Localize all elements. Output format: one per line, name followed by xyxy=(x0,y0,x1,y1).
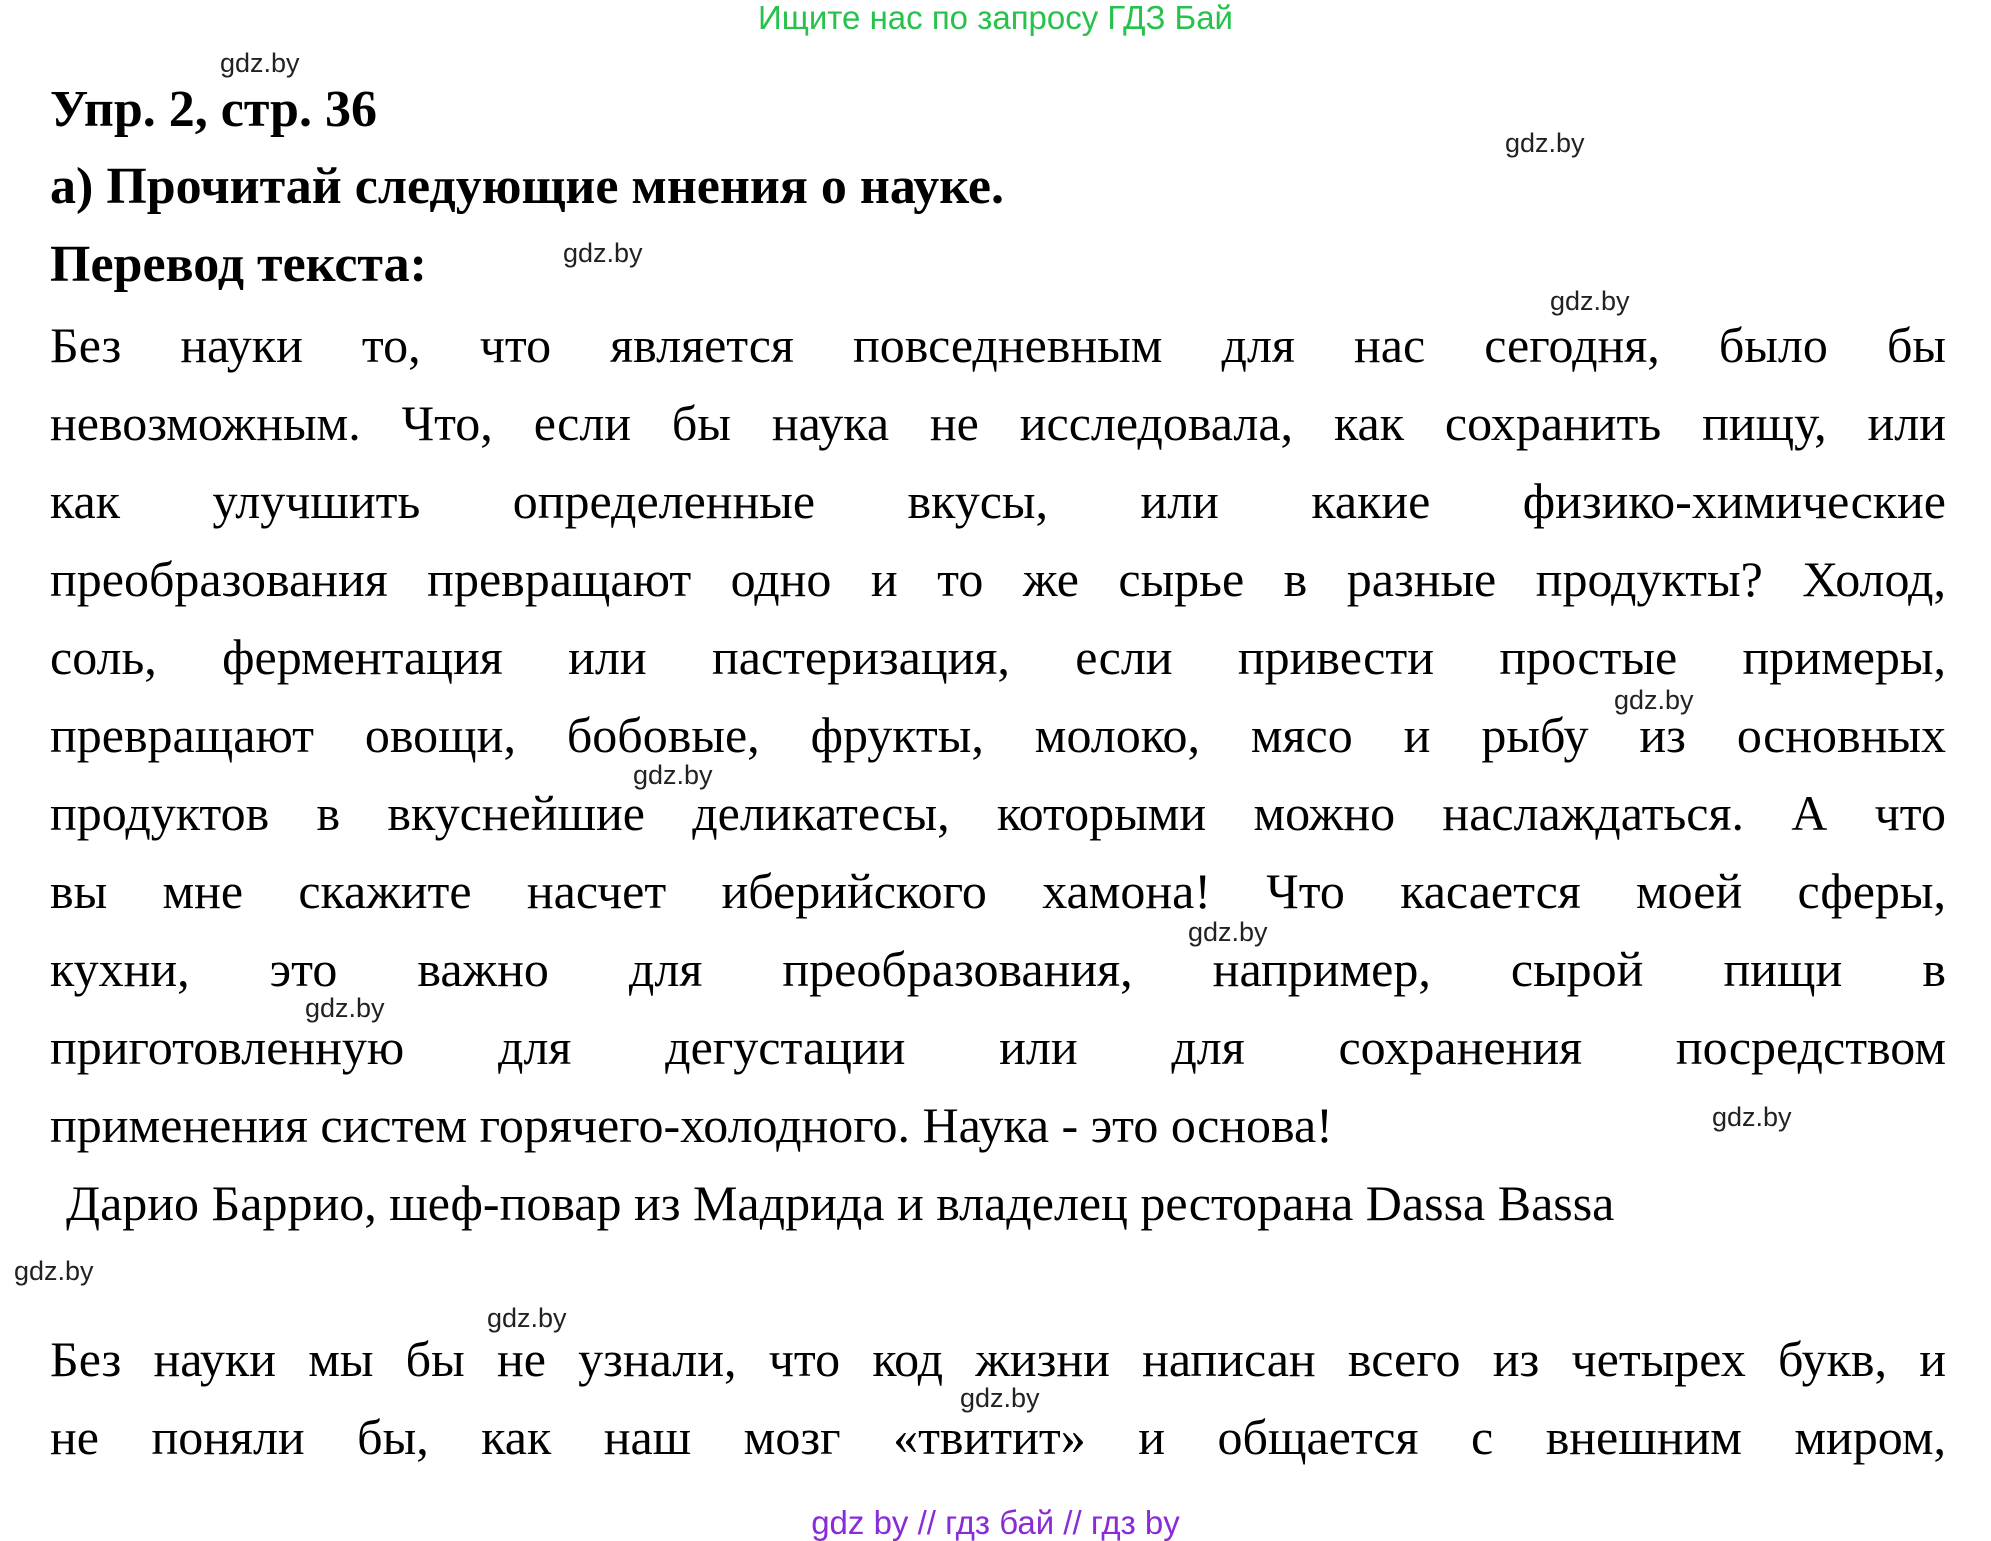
text-line: не поняли бы, как наш мозг «твитит» и общается с внешним миром, xyxy=(50,1409,1946,1465)
watermark: gdz.by xyxy=(14,1256,94,1286)
exercise-title: Упр. 2, стр. 36 xyxy=(50,81,377,138)
text-line: Без науки то, что является повседневным для нас сегодня, было бы xyxy=(50,317,1946,373)
text-line: как улучшить определенные вкусы, или какие физико-химические xyxy=(50,473,1946,529)
text-line: преобразования превращают одно и то же сырье в разные продукты? Холод, xyxy=(50,551,1946,607)
text-line: соль, ферментация или пастеризация, если привести простые примеры, xyxy=(50,629,1946,685)
watermark: gdz.by xyxy=(305,993,385,1023)
watermark: gdz.by xyxy=(633,760,713,790)
text-line: кухни, это важно для преобразования, например, сырой пищи в xyxy=(50,941,1946,997)
paragraph-1 xyxy=(50,306,1946,1164)
text-line: Без науки мы бы не узнали, что код жизни написан всего из четырех букв, и xyxy=(50,1331,1946,1387)
watermark: gdz.by xyxy=(1188,917,1268,947)
text-line: продуктов в вкуснейшие деликатесы, которыми можно наслаждаться. А что xyxy=(50,785,1946,841)
translation-heading: Перевод текста: xyxy=(50,236,427,293)
footer-links: gdz by // гдз бай // гдз by xyxy=(811,1504,1180,1541)
watermark: gdz.by xyxy=(1614,685,1694,715)
watermark: gdz.by xyxy=(220,48,300,78)
watermark: gdz.by xyxy=(1505,128,1585,158)
watermark: gdz.by xyxy=(1550,286,1630,316)
text-line: приготовленную для дегустации или для сохранения посредством xyxy=(50,1019,1946,1075)
task-heading: а) Прочитай следующие мнения о науке. xyxy=(50,158,1004,215)
watermark: gdz.by xyxy=(563,238,643,268)
text-line: невозможным. Что, если бы наука не исследовала, как сохранить пищу, или xyxy=(50,395,1946,451)
top-banner: Ищите нас по запросу ГДЗ Бай xyxy=(758,0,1233,36)
text-line: превращают овощи, бобовые, фрукты, молоко, мясо и рыбу из основных xyxy=(50,707,1946,763)
watermark: gdz.by xyxy=(1712,1102,1792,1132)
watermark: gdz.by xyxy=(487,1303,567,1333)
signature-author: Дарио Баррио, шеф-повар из Мадрида и владелец ресторана Dassa Bassa xyxy=(66,1175,1615,1231)
watermark: gdz.by xyxy=(960,1383,1040,1413)
text-line: вы мне скажите насчет иберийского хамона! Что касается моей сферы, xyxy=(50,863,1946,919)
text-line: применения систем горячего-холодного. Наука - это основа! xyxy=(50,1097,1333,1153)
